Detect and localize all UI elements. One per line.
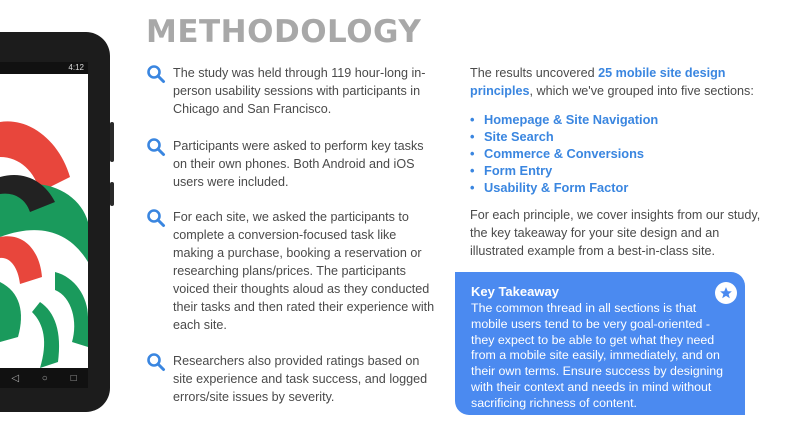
section-item: • Usability & Form Factor — [470, 179, 770, 196]
status-clock: 4:12 — [68, 63, 84, 72]
phone-volume-button — [110, 122, 114, 162]
takeaway-title: Key Takeaway — [471, 284, 559, 299]
back-icon[interactable]: ◁ — [11, 372, 20, 384]
methodology-text: For each site, we asked the participants to complete a conversion-focused task like making a purchase, booking a reservation or researching plans/prices. The participants voiced their thoughts aloud as they conducted their tasks and then rated their experience with each site. — [173, 210, 435, 332]
phone-screen — [0, 62, 88, 368]
section-item: • Form Entry — [470, 162, 770, 179]
star-icon — [715, 282, 737, 304]
magnifier-icon — [146, 208, 166, 228]
methodology-text: Researchers also provided ratings based on site experience and task success, and logged errors/site issues by severity. — [173, 354, 428, 404]
section-item: • Commerce & Conversions — [470, 145, 770, 162]
magnifier-icon — [146, 64, 166, 84]
phone-power-button — [110, 182, 114, 206]
sections-list — [470, 111, 770, 196]
section-item: • Homepage & Site Navigation — [470, 111, 770, 128]
methodology-item — [146, 208, 436, 334]
sections-list-wrap — [470, 111, 770, 196]
page-title: METHODOLOGY — [146, 14, 422, 50]
results-intro — [470, 64, 770, 100]
app-graphic — [0, 62, 88, 368]
takeaway-body: The common thread in all sections is that mobile users tend to be very goal-oriented - they expect to be able to get what they need from a mobile site easily, immediately, and on their own terms. Ensure success by designing with their context and needs in mind without sacrificing richness of content. — [471, 301, 724, 410]
coverage-text-wrap — [470, 206, 770, 260]
magnifier-icon — [146, 137, 166, 157]
results-intro-text: The results uncovered 25 mobile site design principles, which we've grouped into five sections: — [470, 66, 754, 98]
methodology-item — [146, 137, 436, 191]
phone-nav-bar — [0, 368, 88, 388]
magnifier-icon — [146, 352, 166, 372]
recents-icon[interactable]: □ — [70, 372, 77, 384]
key-takeaway-box — [455, 272, 745, 415]
methodology-text: The study was held through 119 hour-long in-person usability sessions with participants in Chicago and San Francisco. — [173, 66, 426, 116]
methodology-item — [146, 352, 436, 406]
section-item: • Site Search — [470, 128, 770, 145]
home-icon[interactable]: ○ — [41, 372, 48, 384]
coverage-text: For each principle, we cover insights from our study, the key takeaway for your site design and an illustrated example from a best-in-class site. — [470, 208, 761, 258]
principles-count-highlight: 25 mobile site design principles — [470, 66, 726, 98]
methodology-text: Participants were asked to perform key tasks on their own phones. Both Android and iOS users were included. — [173, 139, 424, 189]
phone-device — [0, 32, 110, 412]
methodology-item — [146, 64, 436, 118]
